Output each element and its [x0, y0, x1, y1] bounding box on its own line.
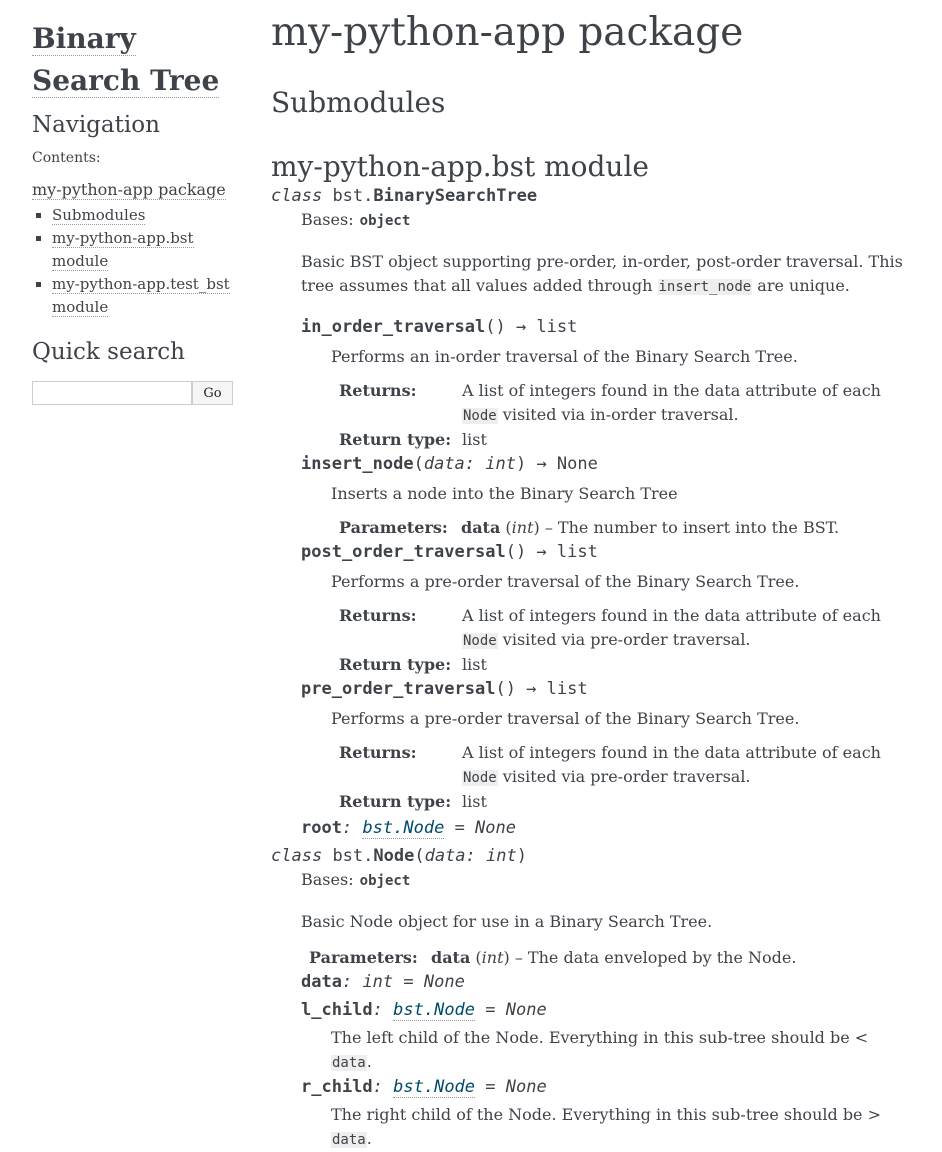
- submodules-heading: Submodules: [271, 86, 446, 119]
- returns-label: Returns:: [339, 743, 417, 762]
- class-description: Basic Node object for use in a Binary Search Tree.: [301, 912, 713, 931]
- method-sig-rest: () → list: [505, 542, 598, 562]
- bases-label: Bases:: [301, 870, 354, 889]
- equals: =: [475, 1000, 506, 1020]
- method-signature: [301, 315, 911, 339]
- search-form: [32, 381, 237, 405]
- go-button[interactable]: Go: [192, 381, 233, 405]
- attribute-signature: [301, 998, 911, 1022]
- returns-text-end: visited via in-order traversal.: [497, 405, 739, 424]
- search-input[interactable]: [32, 381, 192, 405]
- method-description: Performs a pre-order traversal of the Binary Search Tree.: [331, 572, 800, 591]
- quick-search-heading: Quick search: [32, 339, 185, 365]
- rtype-value: list: [462, 792, 487, 811]
- toc-link-bst-module[interactable]: my-python-app.bst module: [52, 229, 194, 270]
- logo-link-line2[interactable]: Search Tree: [32, 64, 220, 97]
- paren: (: [413, 454, 424, 474]
- returns-text-end: visited via pre-order traversal.: [497, 767, 751, 786]
- class-prefix: bst.: [332, 186, 374, 206]
- params-field: [309, 946, 911, 970]
- attribute-signature: [301, 1075, 911, 1099]
- param-desc: – The data enveloped by the Node.: [509, 948, 797, 967]
- rtype-field: [339, 653, 911, 677]
- class-param: data: int: [424, 846, 517, 866]
- method-sig-rest: ) → None: [515, 454, 598, 474]
- attribute-description: [331, 1103, 911, 1152]
- colon: :: [372, 1000, 394, 1020]
- method-signature: [301, 540, 911, 564]
- desc-text-end: are unique.: [752, 276, 850, 295]
- attribute-name: r_child: [301, 1077, 373, 1097]
- params-value: data (int) – The number to insert into the BST.: [461, 518, 840, 537]
- attribute-r-child: [301, 1075, 911, 1152]
- method-description: Inserts a node into the Binary Search Tree: [331, 484, 678, 503]
- node-class: [271, 844, 911, 1152]
- toc-link-test-bst-module[interactable]: my-python-app.test_bst module: [52, 275, 230, 316]
- class-name: Node: [373, 846, 415, 866]
- toc-item: [52, 204, 237, 227]
- equals: =: [393, 972, 424, 992]
- param-name: data: [461, 518, 501, 537]
- class-keyword: class: [271, 846, 323, 866]
- method-body: [331, 707, 911, 814]
- desc-code: insert_node: [658, 279, 752, 295]
- returns-field: [339, 604, 911, 653]
- sidebar: [32, 18, 237, 405]
- method-param: data: int: [423, 454, 516, 474]
- returns-label: Returns:: [339, 381, 417, 400]
- toc-link-package[interactable]: my-python-app package: [32, 180, 226, 199]
- colon: :: [341, 818, 363, 838]
- desc-text: The left child of the Node. Everything in this sub-tree should be <: [331, 1028, 869, 1047]
- method-sig-rest: () → list: [485, 317, 578, 337]
- method-name: insert_node: [301, 454, 414, 474]
- params-label: Parameters:: [309, 948, 418, 967]
- bases-value: object: [359, 213, 411, 229]
- attribute-body: [331, 1103, 911, 1152]
- method-name: in_order_traversal: [301, 317, 486, 337]
- desc-text: Basic BST object supporting pre-order, in-order, post-order traversal. This tree assumes that all values added through: [301, 252, 903, 295]
- class-keyword: class: [271, 186, 323, 206]
- type-link-bst-node[interactable]: bst.Node: [362, 818, 445, 838]
- returns-label: Returns:: [339, 606, 417, 625]
- bst-class-body: [301, 208, 911, 840]
- method-description: Performs an in-order traversal of the Binary Search Tree.: [331, 347, 798, 366]
- returns-field: [339, 741, 911, 790]
- colon: :: [372, 1077, 394, 1097]
- returns-field: [339, 379, 911, 428]
- attribute-name: data: [301, 972, 342, 992]
- toc-list: [32, 204, 237, 319]
- method-description: Performs a pre-order traversal of the Binary Search Tree.: [331, 709, 800, 728]
- attribute-l-child: [301, 998, 911, 1075]
- returns-text: A list of integers found in the data attribute of each: [462, 743, 881, 762]
- returns-value: [462, 741, 911, 790]
- param-desc: – The number to insert into the BST.: [539, 518, 840, 537]
- attribute-name: root: [301, 818, 342, 838]
- attribute-signature: [301, 816, 911, 840]
- paren: ): [516, 846, 527, 866]
- type-link-bst-node[interactable]: bst.Node: [393, 1077, 476, 1097]
- logo: [32, 18, 237, 102]
- type-link-bst-node[interactable]: bst.Node: [393, 1000, 476, 1020]
- returns-code: Node: [463, 770, 497, 786]
- equals: =: [444, 818, 476, 838]
- method-body: [331, 570, 911, 677]
- desc-text: The right child of the Node. Everything in this sub-tree should be >: [331, 1105, 882, 1124]
- method-signature: [301, 677, 911, 701]
- colon: :: [341, 972, 363, 992]
- rtype-value: list: [462, 430, 487, 449]
- method-body: [331, 345, 911, 452]
- desc-text-end: .: [366, 1129, 372, 1148]
- method-post-order-traversal: [301, 540, 911, 677]
- main-content: [271, 0, 911, 1152]
- method-name: pre_order_traversal: [301, 679, 496, 699]
- returns-value: [462, 379, 911, 428]
- logo-link[interactable]: Binary: [32, 22, 136, 55]
- attribute-value: None: [505, 1000, 547, 1020]
- bases-line: [301, 868, 911, 893]
- module-heading: my-python-app.bst module: [271, 150, 649, 183]
- page-title: my-python-app package: [271, 10, 744, 55]
- toc-item: [52, 227, 237, 273]
- navigation-heading: Navigation: [32, 112, 160, 138]
- node-class-signature: [271, 844, 911, 868]
- bases-value: object: [359, 873, 411, 889]
- attribute-root: [301, 816, 911, 840]
- attribute-value: None: [423, 972, 465, 992]
- class-name: BinarySearchTree: [373, 186, 538, 206]
- params-label: Parameters:: [339, 518, 448, 537]
- attribute-type: int: [362, 972, 394, 992]
- returns-text-end: visited via pre-order traversal.: [497, 630, 751, 649]
- method-in-order-traversal: [301, 315, 911, 452]
- class-prefix: bst.: [332, 846, 374, 866]
- rtype-field: [339, 790, 911, 814]
- paren: (: [414, 846, 425, 866]
- toc-link-submodules[interactable]: Submodules: [52, 206, 146, 224]
- contents-caption: Contents:: [32, 150, 101, 166]
- method-sig-rest: () → list: [495, 679, 588, 699]
- rtype-label: Return type:: [339, 792, 452, 811]
- param-type: int: [481, 948, 504, 967]
- param-name: data: [431, 948, 471, 967]
- method-signature: [301, 452, 911, 476]
- attribute-name: l_child: [301, 1000, 373, 1020]
- returns-text: A list of integers found in the data attribute of each: [462, 381, 881, 400]
- params-field: [339, 516, 911, 540]
- returns-text: A list of integers found in the data attribute of each: [462, 606, 881, 625]
- attribute-description: [331, 1026, 911, 1075]
- attribute-body: [331, 1026, 911, 1075]
- method-pre-order-traversal: [301, 677, 911, 814]
- rtype-label: Return type:: [339, 655, 452, 674]
- attribute-value: None: [475, 818, 516, 838]
- attribute-value: None: [505, 1077, 547, 1097]
- bst-class-signature: [271, 184, 911, 208]
- rtype-field: [339, 428, 911, 452]
- bases-label: Bases:: [301, 210, 354, 229]
- toc-item: [52, 273, 237, 319]
- method-name: post_order_traversal: [301, 542, 506, 562]
- returns-code: Node: [463, 408, 497, 424]
- param-type: int: [511, 518, 534, 537]
- rtype-value: list: [462, 655, 487, 674]
- class-description: [301, 250, 911, 299]
- returns-value: [462, 604, 911, 653]
- desc-code: data: [332, 1132, 366, 1148]
- method-insert-node: [301, 452, 911, 540]
- attribute-signature: [301, 970, 911, 994]
- bases-line: [301, 208, 911, 233]
- params-value: data (int) – The data enveloped by the Node.: [431, 948, 797, 967]
- returns-code: Node: [463, 633, 497, 649]
- attribute-data: [301, 970, 911, 994]
- rtype-label: Return type:: [339, 430, 452, 449]
- desc-text-end: .: [366, 1052, 372, 1071]
- node-class-body: [301, 868, 911, 1152]
- equals: =: [475, 1077, 506, 1097]
- desc-code: data: [332, 1055, 366, 1071]
- method-body: [331, 482, 911, 540]
- bst-class: [271, 184, 911, 840]
